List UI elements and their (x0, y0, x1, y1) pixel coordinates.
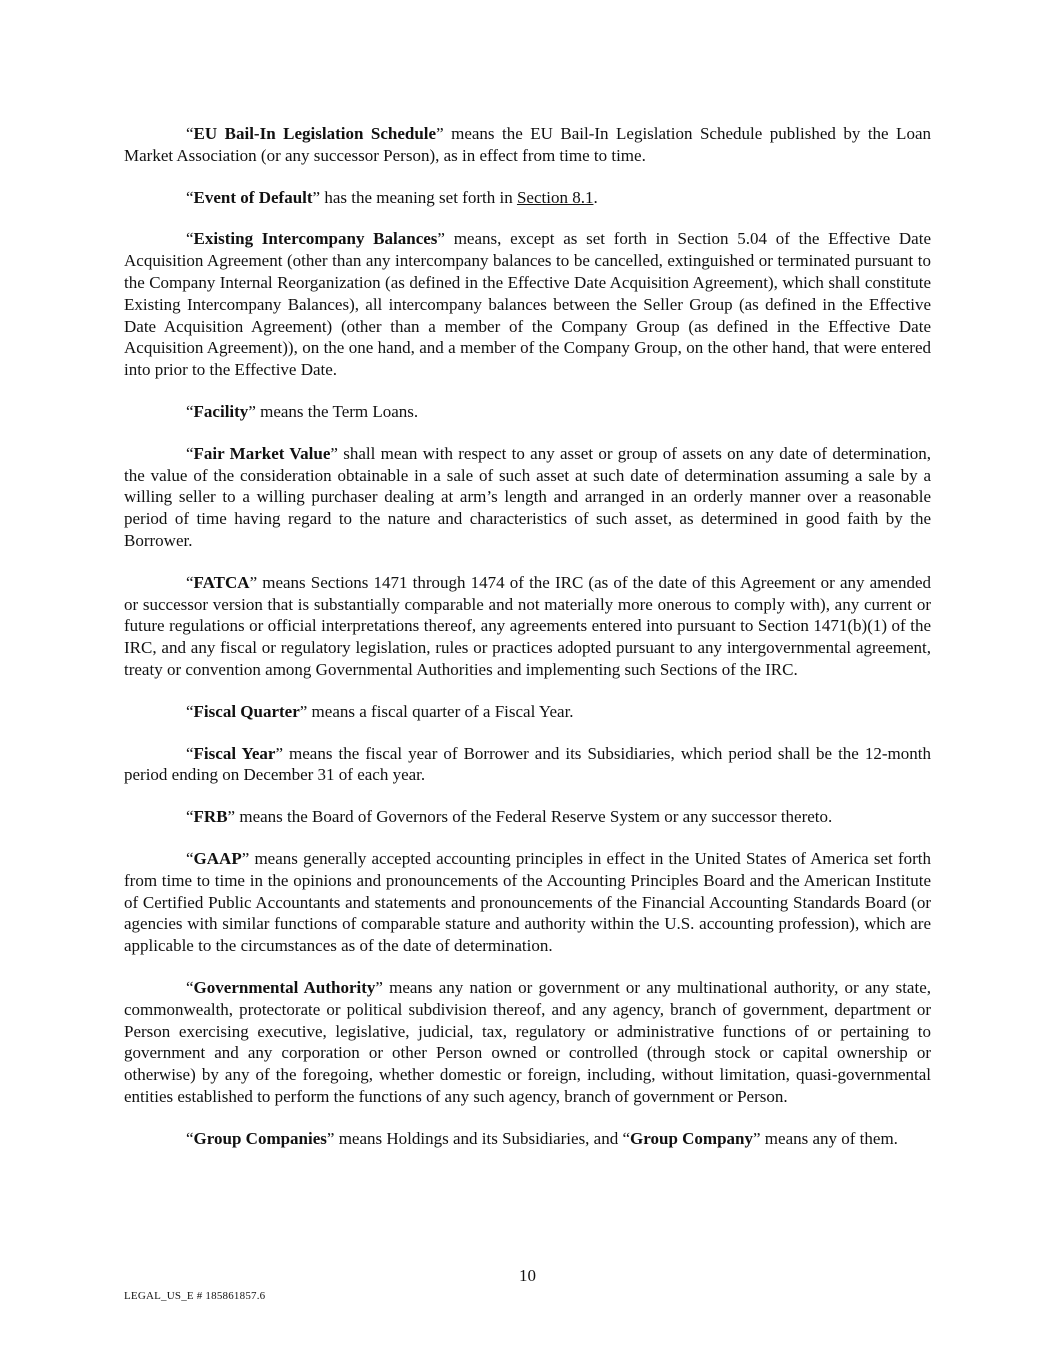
definition-eu-bail-in-legislation-schedule: “EU Bail-In Legislation Schedule” means the EU Bail-In Legislation Schedule published by the Loan Market Association (or any successor Person), as in effect from time to time. (124, 124, 931, 165)
definition-text: ” shall mean with respect to any asset or group of assets on any date of determination, the value of the consideration obtainable in a sale of such asset at such date of determination assuming a sale by a willing seller to a willing purchaser dealing at arm’s length and arranged in an orderly manner over a reasonable period of time having regard to the nature and characteristics of such asset, as determined in good faith by the Borrower. (124, 443, 932, 550)
definition-text-end: ” means any of them. (753, 1128, 898, 1148)
defined-term: EU Bail-In Legislation Schedule (193, 124, 437, 143)
defined-term: Event of Default (193, 187, 313, 207)
definition-text: ” means any nation or government or any multinational authority, or any state, commonwealth, protectorate or political subdivision thereof, and any agency, branch of government, department or Person exercising executive, legislative, judicial, tax, regulatory or administrative functions of or pertaining to government and any corporation or other Person owned or controlled (through stock or capital ownership or otherwise) by any of the foregoing, whether domestic or foreign, including, without limitation, quasi-governmental entities established to perform the functions of any such agency, branch of government or Person. (124, 977, 931, 1106)
defined-term: GAAP (193, 848, 242, 868)
definition-facility: “Facility” means the Term Loans. (186, 401, 419, 421)
document-body (124, 123, 931, 1169)
definition-governmental-authority: “Governmental Authority” means any nation or government or any multinational authority, or any state, commonwealth, protectorate or political subdivision thereof, and any agency, branch of government, department or Person exercising executive, legislative, judicial, tax, regulatory or administrative functions of or pertaining to government and any corporation or other Person owned or controlled (through stock or capital ownership or otherwise) by any of the foregoing, whether domestic or foreign, including, without limitation, quasi-governmental entities established to perform the functions of any such agency, branch of government or Person. (124, 977, 931, 1106)
definition-fiscal-year: “Fiscal Year” means the fiscal year of Borrower and its Subsidiaries, which period shall be the 12-month period ending on December 31 of each year. (124, 743, 931, 785)
defined-term: Fair Market Value (193, 443, 331, 463)
definition-text: ” means the Term Loans. (248, 401, 419, 421)
definition-group-companies: “Group Companies” means Holdings and its Subsidiaries, and “Group Company” means any of them. (186, 1128, 898, 1148)
definition-frb: “FRB” means the Board of Governors of the Federal Reserve System or any successor thereto. (186, 807, 833, 827)
defined-term: Facility (193, 401, 249, 421)
definition-text: ” means the Board of Governors of the Federal Reserve System or any successor thereto. (227, 807, 833, 827)
definition-text: ” means, except as set forth in Section 5.04 of the Effective Date Acquisition Agreement (other than any intercompany balances to be cancelled, extinguished or terminated pursuant to the Company Internal Reorganization (as defined in the Effective Date Acquisition Agreement), which shall constitute Existing Intercompany Balances), all intercompany balances between the Seller Group (as defined in the Effective Date Acquisition Agreement) (other than a member of the Company Group (as defined in the Effective Date Acquisition Agreement)), on the one hand, and a member of the Company Group, on the other hand, that were entered into prior to the Effective Date. (124, 229, 931, 380)
section-reference-link[interactable]: Section 8.1 (516, 187, 594, 207)
defined-term-secondary: Group Company (630, 1128, 753, 1148)
definition-fatca: “FATCA” means Sections 1471 through 1474 of the IRC (as of the date of this Agreement or any amended or successor version that is substantially comparable and not materially more onerous to comply with), any current or future regulations or official interpretations thereof, any agreements entered into pursuant to Section 1471(b)(1) of the IRC, and any fiscal or regulatory legislation, rules or practices adopted pursuant to any intergovernmental agreement, treaty or convention among Governmental Authorities and implementing such Sections of the IRC. (124, 572, 931, 679)
definition-text: ” means the EU Bail-In Legislation Schedule published by the Loan Market Association (or any successor Person), as in effect from time to time. (124, 124, 931, 165)
defined-term: FATCA (193, 572, 250, 592)
page-number: 10 (519, 1266, 536, 1285)
definition-text: ” means the fiscal year of Borrower and its Subsidiaries, which period shall be the 12-month period ending on December 31 of each year. (124, 743, 931, 785)
definition-text: ” means generally accepted accounting principles in effect in the United States of America set forth from time to time in the opinions and pronouncements of the Accounting Principles Board and the American Institute of Certified Public Accountants and statements and pronouncements of the Financial Accounting Standards Board (or agencies with similar functions of comparable stature and authority within the U.S. accounting profession), which are applicable to the circumstances as of the date of determination. (124, 848, 931, 956)
definition-text: ” means a fiscal quarter of a Fiscal Year. (299, 701, 574, 721)
definition-existing-intercompany-balances: “Existing Intercompany Balances” means, except as set forth in Section 5.04 of the Effective Date Acquisition Agreement (other than any intercompany balances to be cancelled, extinguished or terminated pursuant to the Company Internal Reorganization (as defined in the Effective Date Acquisition Agreement), which shall constitute Existing Intercompany Balances), all intercompany balances between the Seller Group (as defined in the Effective Date Acquisition Agreement) (other than a member of the Company Group (as defined in the Effective Date Acquisition Agreement)), on the one hand, and a member of the Company Group, on the other hand, that were entered into prior to the Effective Date. (124, 229, 931, 380)
defined-term: Governmental Authority (193, 977, 376, 997)
definition-gaap: “GAAP” means generally accepted accounting principles in effect in the United States of America set forth from time to time in the opinions and pronouncements of the Accounting Principles Board and the American Institute of Certified Public Accountants and statements and pronouncements of the Financial Accounting Standards Board (or agencies with similar functions of comparable stature and authority within the U.S. accounting profession), which are applicable to the circumstances as of the date of determination. (124, 848, 931, 956)
defined-term: Existing Intercompany Balances (193, 229, 438, 249)
defined-term: FRB (193, 807, 228, 827)
document-id: LEGAL_US_E # 185861857.6 (124, 1290, 266, 1302)
definition-text: ” means Holdings and its Subsidiaries, and “ (326, 1128, 631, 1148)
definition-text-end: . (593, 187, 598, 207)
definition-text: ” has the meaning set forth in (312, 187, 517, 207)
defined-term: Fiscal Year (193, 743, 276, 763)
definition-fiscal-quarter: “Fiscal Quarter” means a fiscal quarter of a Fiscal Year. (186, 701, 574, 721)
definition-fair-market-value: “Fair Market Value” shall mean with respect to any asset or group of assets on any date of determination, the value of the consideration obtainable in a sale of such asset at such date of determination assuming a sale by a willing seller to a willing purchaser dealing at arm’s length and arranged in an orderly manner over a reasonable period of time having regard to the nature and characteristics of such asset, as determined in good faith by the Borrower. (124, 443, 932, 550)
definition-event-of-default: “Event of Default” has the meaning set forth in Section 8.1. (186, 187, 598, 207)
defined-term: Fiscal Quarter (193, 701, 300, 721)
defined-term: Group Companies (193, 1128, 327, 1148)
definition-text: ” means Sections 1471 through 1474 of the IRC (as of the date of this Agreement or any amended or successor version that is substantially comparable and not materially more onerous to comply with), any current or future regulations or official interpretations thereof, any agreements entered into pursuant to Section 1471(b)(1) of the IRC, and any fiscal or regulatory legislation, rules or practices adopted pursuant to any intergovernmental agreement, treaty or convention among Governmental Authorities and implementing such Sections of the IRC. (124, 572, 931, 679)
